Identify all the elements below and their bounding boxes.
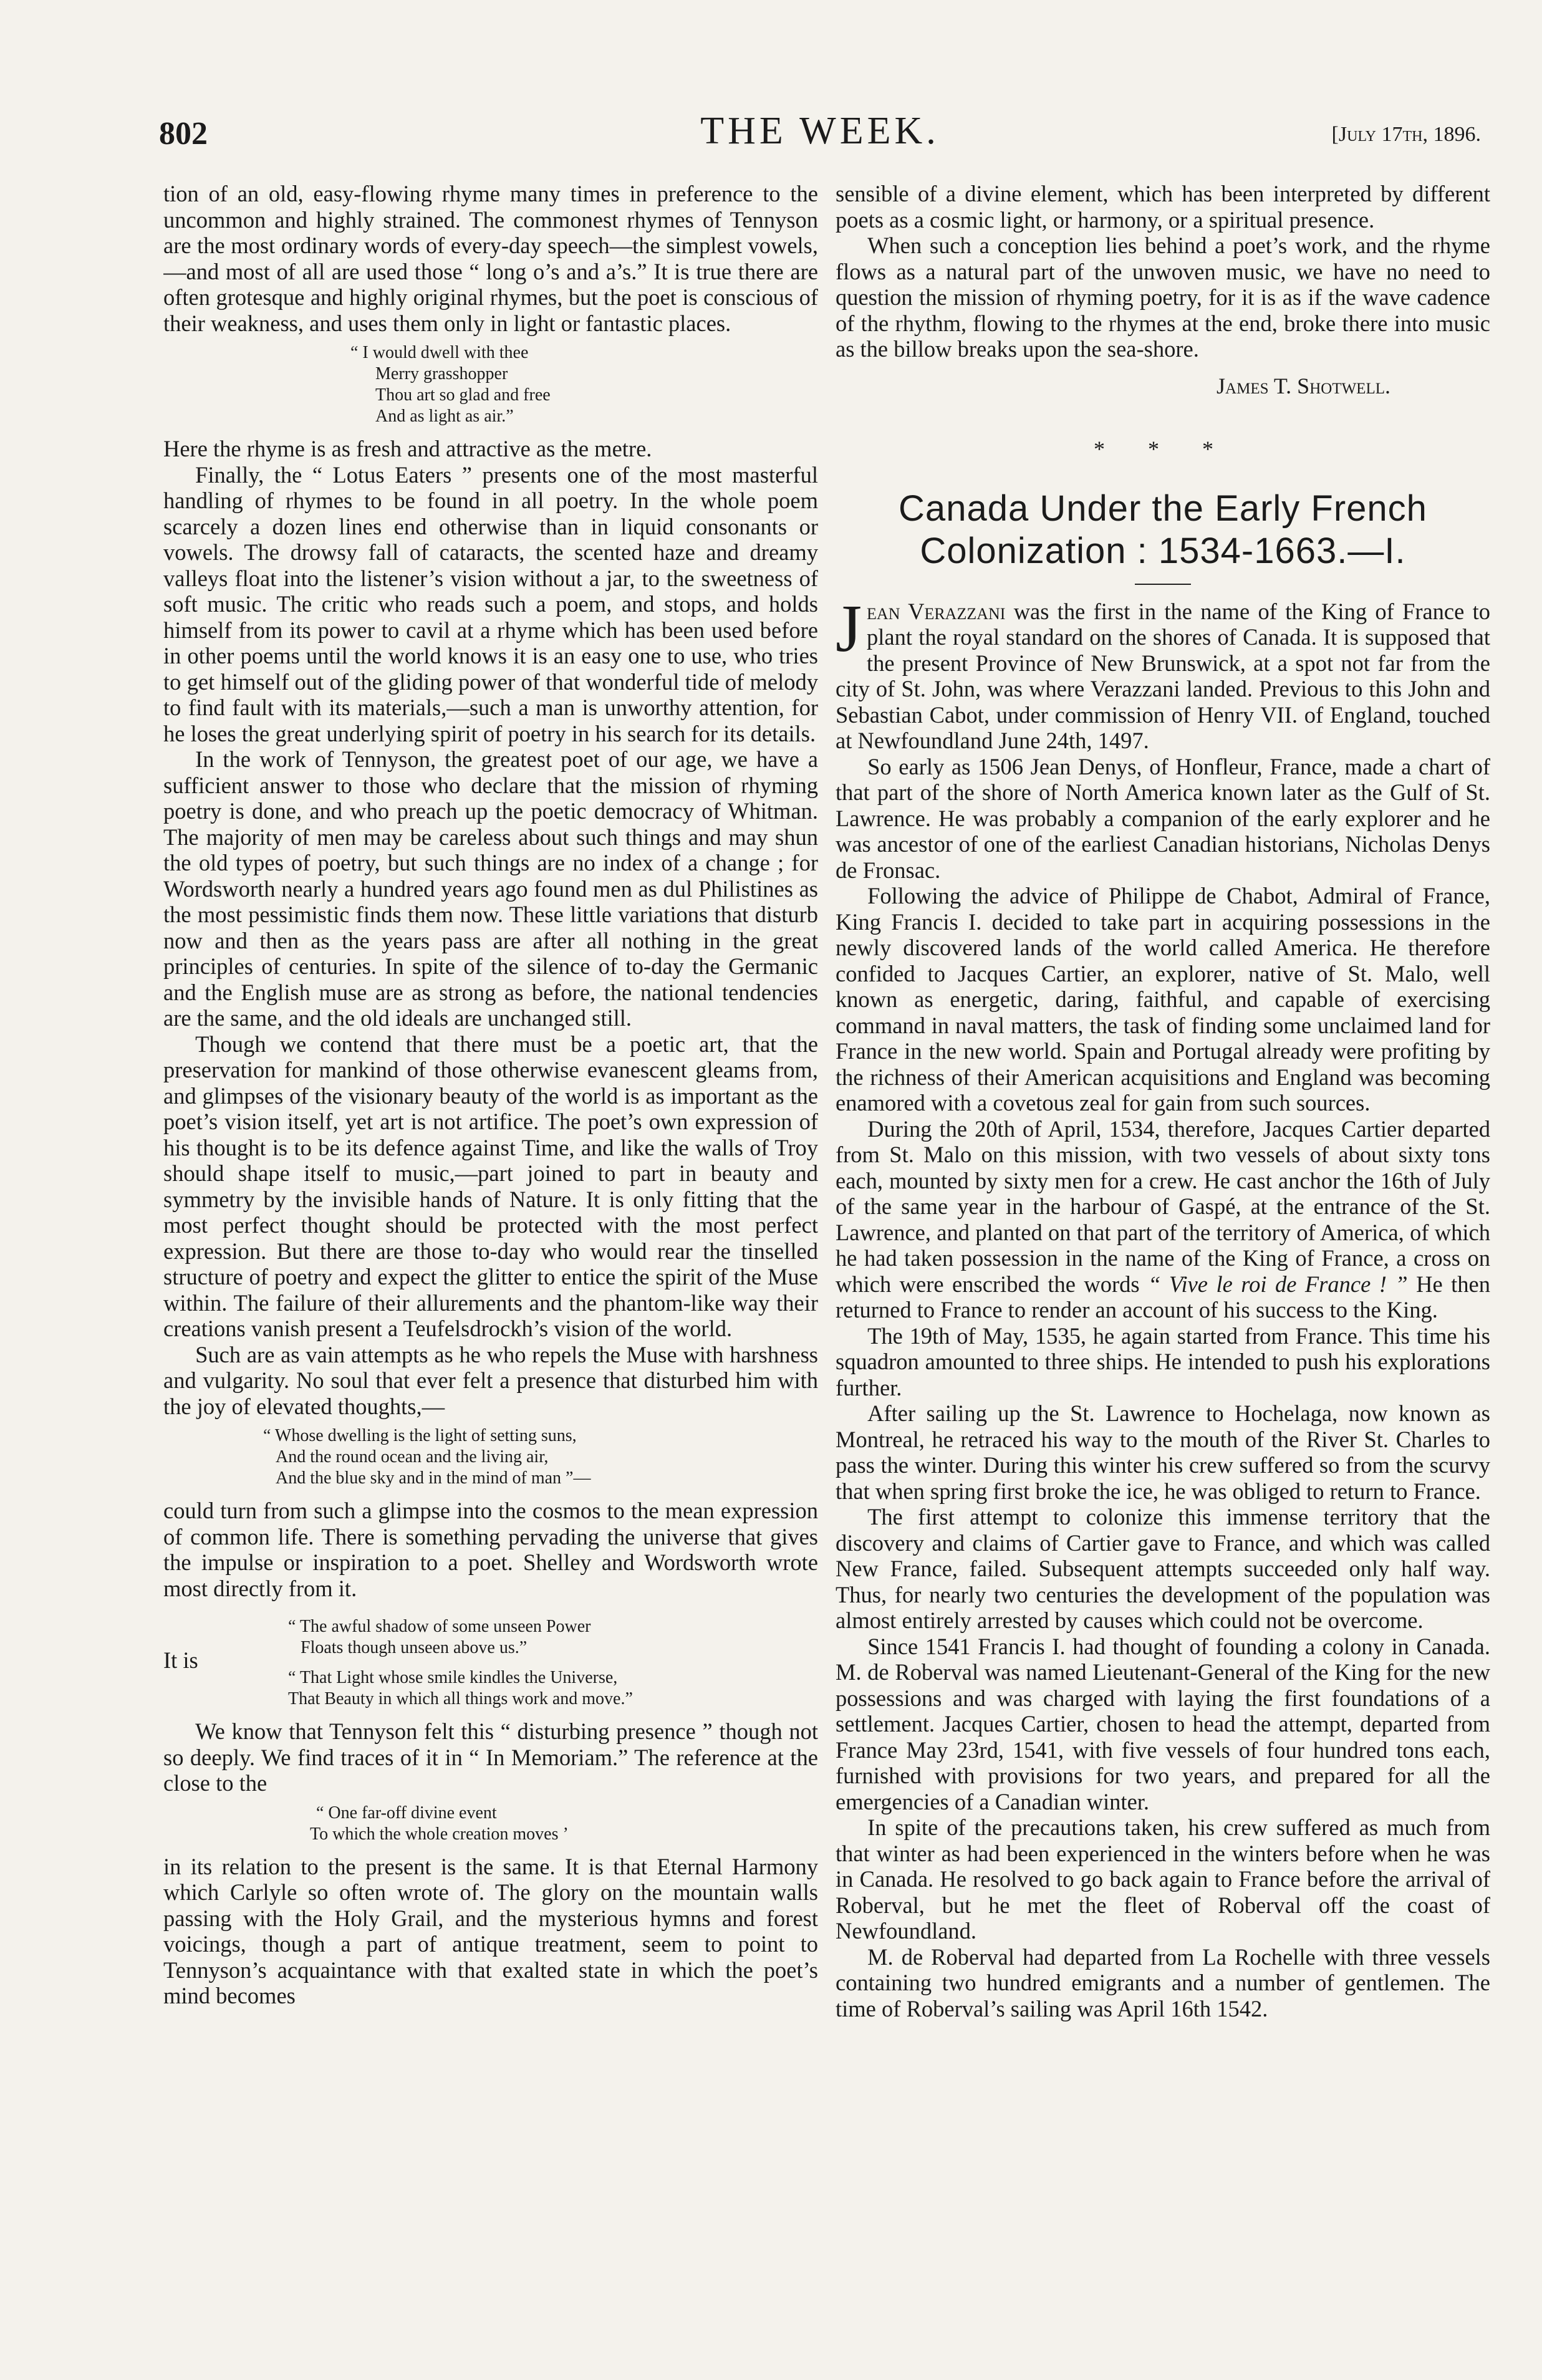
lead-text: was the first in the name of the King of France to plant the royal standard on the shores of Canada. It is supposed that the present Province of New Brunswick, at a spot not far from the city of St. John, was where Verazzani landed. Previous to this John and Sebastian Cabot, under commission of Henry VII. of England, touched at Newfoundland June 24th, 1497. <box>836 598 1490 753</box>
section-divider: * * * <box>1094 436 1232 461</box>
poem-line: That Beauty in which all things work and move.” <box>288 1689 633 1708</box>
lead-name: ean Verazzani <box>867 598 1006 624</box>
paragraph-text: During the 20th of April, 1534, therefore, Jacques Cartier departed from St. Malo on this mission, with two vessels of about sixty tons each, mounted by sixty men for a crew. He cast anchor the 16th of July of the same year in the harbour of Gaspé, at the entrance of the St. Lawrence, and planted on that part of the territory of America, of which he had taken possession in the name of the King of France, a cross on which were enscribed the words <box>836 1115 1490 1297</box>
masthead: THE WEEK. <box>700 110 940 152</box>
poem-line: Floats though unseen above us.” <box>301 1638 528 1657</box>
paragraph <box>836 1116 1490 1323</box>
title-rule <box>1135 584 1191 585</box>
poem-line: “ Whose dwelling is the light of setting suns, <box>263 1426 577 1445</box>
paragraph: Here the rhyme is as fresh and attractive as the metre. <box>163 436 652 461</box>
paragraph: sensible of a divine element, which has been interpreted by different poets as a cosmic light, or harmony, or a spiritual presence. <box>836 181 1490 233</box>
french-quote: “ Vive le roi de France ! ” <box>1148 1271 1408 1297</box>
paragraph: In the work of Tennyson, the greatest poet of our age, we have a sufficient answer to those who declare that the mission of rhyming poetry is done, and who preach up the poetic democracy of Whitman. The majority of men may be careless about such things and may shun the old types of poetry, but such things are no index of a change ; for Wordsworth nearly a hundred years ago found men as dul Philistines as the most pessimistic finds them now. These little variations that disturb now and then as the years pass are after all nothing in the great principles of centuries. In spite of the silence of to-day the Germanic and the English muse are as strong as before, the national tendencies are the same, and the old ideals are unchanged still. <box>163 746 818 1031</box>
issue-date: [July 17th, 1896. <box>1331 123 1481 146</box>
paragraph: The 19th of May, 1535, he again started from France. This time his squadron amounted to three ships. He intended to push his explorations further. <box>836 1322 1490 1400</box>
poem-line: “ One far-off divine event <box>316 1803 497 1823</box>
poem-line: “ The awful shadow of some unseen Power <box>288 1617 591 1636</box>
poem-line: “ That Light whose smile kindles the Universe, <box>288 1668 618 1687</box>
poem-quote <box>163 1616 818 1659</box>
page-number: 802 <box>159 116 208 152</box>
paragraph: The first attempt to colonize this immense territory that the discovery and claims of Cartier gave to France, and which was called New France, failed. Subsequent attempts succeeded only half way. Thus, for nearly two centuries the development of the population was almost entirely arrested by causes which could not be overcome. <box>836 1504 1490 1633</box>
it-is-text: It is <box>163 1647 198 1673</box>
poem-line: Merry grasshopper <box>375 364 508 383</box>
paragraph: When such a conception lies behind a poet’s work, and the rhyme flows as a natural part of the unwoven music, we have no need to question the mission of rhyming poetry, for it is as if the wave cadence of the rhythm, flowing to the rhymes at the end, broke there into music as the billow breaks upon the sea-shore. <box>836 233 1490 362</box>
poem-line: Thou art so glad and free <box>375 385 551 405</box>
left-column <box>163 181 818 2351</box>
paragraph: Following the advice of Philippe de Chabot, Admiral of France, King Francis I. decided to take part in acquiring possessions in the newly discovered lands of the world called America. He therefore confided to Jacques Cartier, an explorer, native of St. Malo, well known as energetic, daring, faithful, and capable of exercising command in naval matters, the task of finding some unclaimed land for France in the new world. Spain and Portugal already were profiting by the richness of their American acquisitions and England was becoming enamored with a covetous zeal for gain from such sources. <box>836 883 1490 1115</box>
author-signature: James T. Shotwell. <box>1217 373 1390 398</box>
drop-cap: J <box>836 591 862 666</box>
paragraph: After sailing up the St. Lawrence to Hochelaga, now known as Montreal, he retraced his way to the mouth of the River St. Charles to pass the winter. During this winter his crew suffered so from the scurvy that when spring first broke the ice, he was obliged to return to France. <box>836 1400 1490 1504</box>
paragraph: Though we contend that there must be a poetic art, that the preservation for mankind of those otherwise evanescent gleams from, and glimpses of the visionary beauty of the world is as important as the poet’s vision itself, yet art is not artifice. The poet’s own expression of his thought is to be its defence against Time, and like the walls of Troy should shape itself to music,—part joined to part in beauty and symmetry by the invisible hands of Nature. It is only fitting that the most perfect thought should be protected with the most perfect expression. But there are those to-day who would rear the tinselled structure of poetry and expect the glitter to entice the spirit of the Muse within. The failure of their allurements and the phantom-like way their creations vanish present a Teufelsdrockh’s vision of the world. <box>163 1031 818 1341</box>
poem-line: And the round ocean and the living air, <box>276 1447 549 1467</box>
quote-block <box>163 1616 818 1710</box>
poem-line: To which the whole creation moves ’ <box>310 1824 569 1844</box>
poem-quote <box>163 342 818 427</box>
paragraph: M. de Roberval had departed from La Rochelle with three vessels containing two hundred emigrants and a number of gentlemen. The time of Roberval’s sailing was April 16th 1542. <box>836 1944 1490 2021</box>
paragraph: So early as 1506 Jean Denys, of Honfleur, France, made a chart of that part of the shore of North America known later as the Gulf of St. Lawrence. He was probably a companion of the early explorer and he was ancestor of one of the earliest Canadian historians, Nicholas Denys de Fronsac. <box>836 753 1490 883</box>
poem-line: “ I would dwell with thee <box>350 343 529 362</box>
paragraph: In spite of the precautions taken, his crew suffered as much from that winter as had been experienced in the winters before when he was in Canada. He resolved to go back again to France before the arrival of Roberval, but he met the fleet of Roberval off the coast of Newfoundland. <box>836 1814 1490 1944</box>
paragraph: tion of an old, easy-flowing rhyme many times in preference to the uncommon and highly strained. The commonest rhymes of Tennyson are the most ordinary words of every-day speech—the simplest vowels,—and most of all are used those “ long o’s and a’s.” It is true there are often grotesque and highly original rhymes, but the poet is conscious of their weakness, and uses them only in light or fantastic places. <box>163 181 818 336</box>
page-header <box>159 109 1481 165</box>
paragraph: Finally, the “ Lotus Eaters ” presents one of the most masterful handling of rhymes to be found in all poetry. In the whole poem scarcely a dozen lines end otherwise than in liquid consonants or vowels. The drowsy fall of cataracts, the scented haze and dreamy valleys float into the listener’s vision without a jar, to the sweetness of soft music. The critic who reads such a poem, and stops, and holds himself from its power to cavil at a rhyme which has been used before in other poems until the world knows it is an easy one to use, who tries to get himself out of the gliding power of that wonderful tide of melody to find fault with its materials,—such a man is unworthy attention, for he loses the great underlying spirit of poetry in his search for its details. <box>163 461 818 746</box>
lead-paragraph <box>836 591 1490 754</box>
paragraph: We know that Tennyson felt this “ disturbing presence ” though not so deeply. We find traces of it in “ In Memoriam.” The reference at the close to the <box>163 1718 818 1796</box>
poem-quote <box>163 1425 818 1489</box>
paragraph-text: He then returned to France to render an account of his success to the King. <box>836 1271 1490 1322</box>
paragraph: Since 1541 Francis I. had thought of founding a colony in Canada. M. de Roberval was named Lieutenant-General of the King for the new possessions and was charged with laying the first foundations of a settlement. Jacques Cartier, chosen to head the attempt, departed from France May 23rd, 1541, with five vessels of four hundred tons each, furnished with provisions for two years, and prepared for all the emergencies of a Canadian winter. <box>836 1633 1490 1814</box>
poem-quote <box>163 1667 818 1710</box>
poem-quote <box>163 1803 818 1845</box>
paragraph: Such are as vain attempts as he who repels the Muse with harshness and vulgarity. No soul that ever felt a presence that disturbed him with the joy of elevated thoughts,— <box>163 1341 818 1419</box>
paragraph: could turn from such a glimpse into the cosmos to the mean expression of common life. There is something pervading the universe that gives the impulse or inspiration to a poet. Shelley and Wordsworth wrote most directly from it. <box>163 1498 818 1601</box>
article-title: Canada Under the Early French Colonization : 1534-1663.—I. <box>899 488 1427 571</box>
poem-line: And as light as air.” <box>375 407 514 426</box>
right-column <box>836 181 1490 2351</box>
paragraph: in its relation to the present is the same. It is that Eternal Harmony which Carlyle so often wrote of. The glory on the mountain walls passing with the Holy Grail, and the mysterious hymns and forest voicings, though a part of antique treatment, seem to point to Tennyson’s acquaintance with that exalted state in which the poet’s mind becomes <box>163 1853 818 2008</box>
poem-line: And the blue sky and in the mind of man ”— <box>276 1468 591 1488</box>
